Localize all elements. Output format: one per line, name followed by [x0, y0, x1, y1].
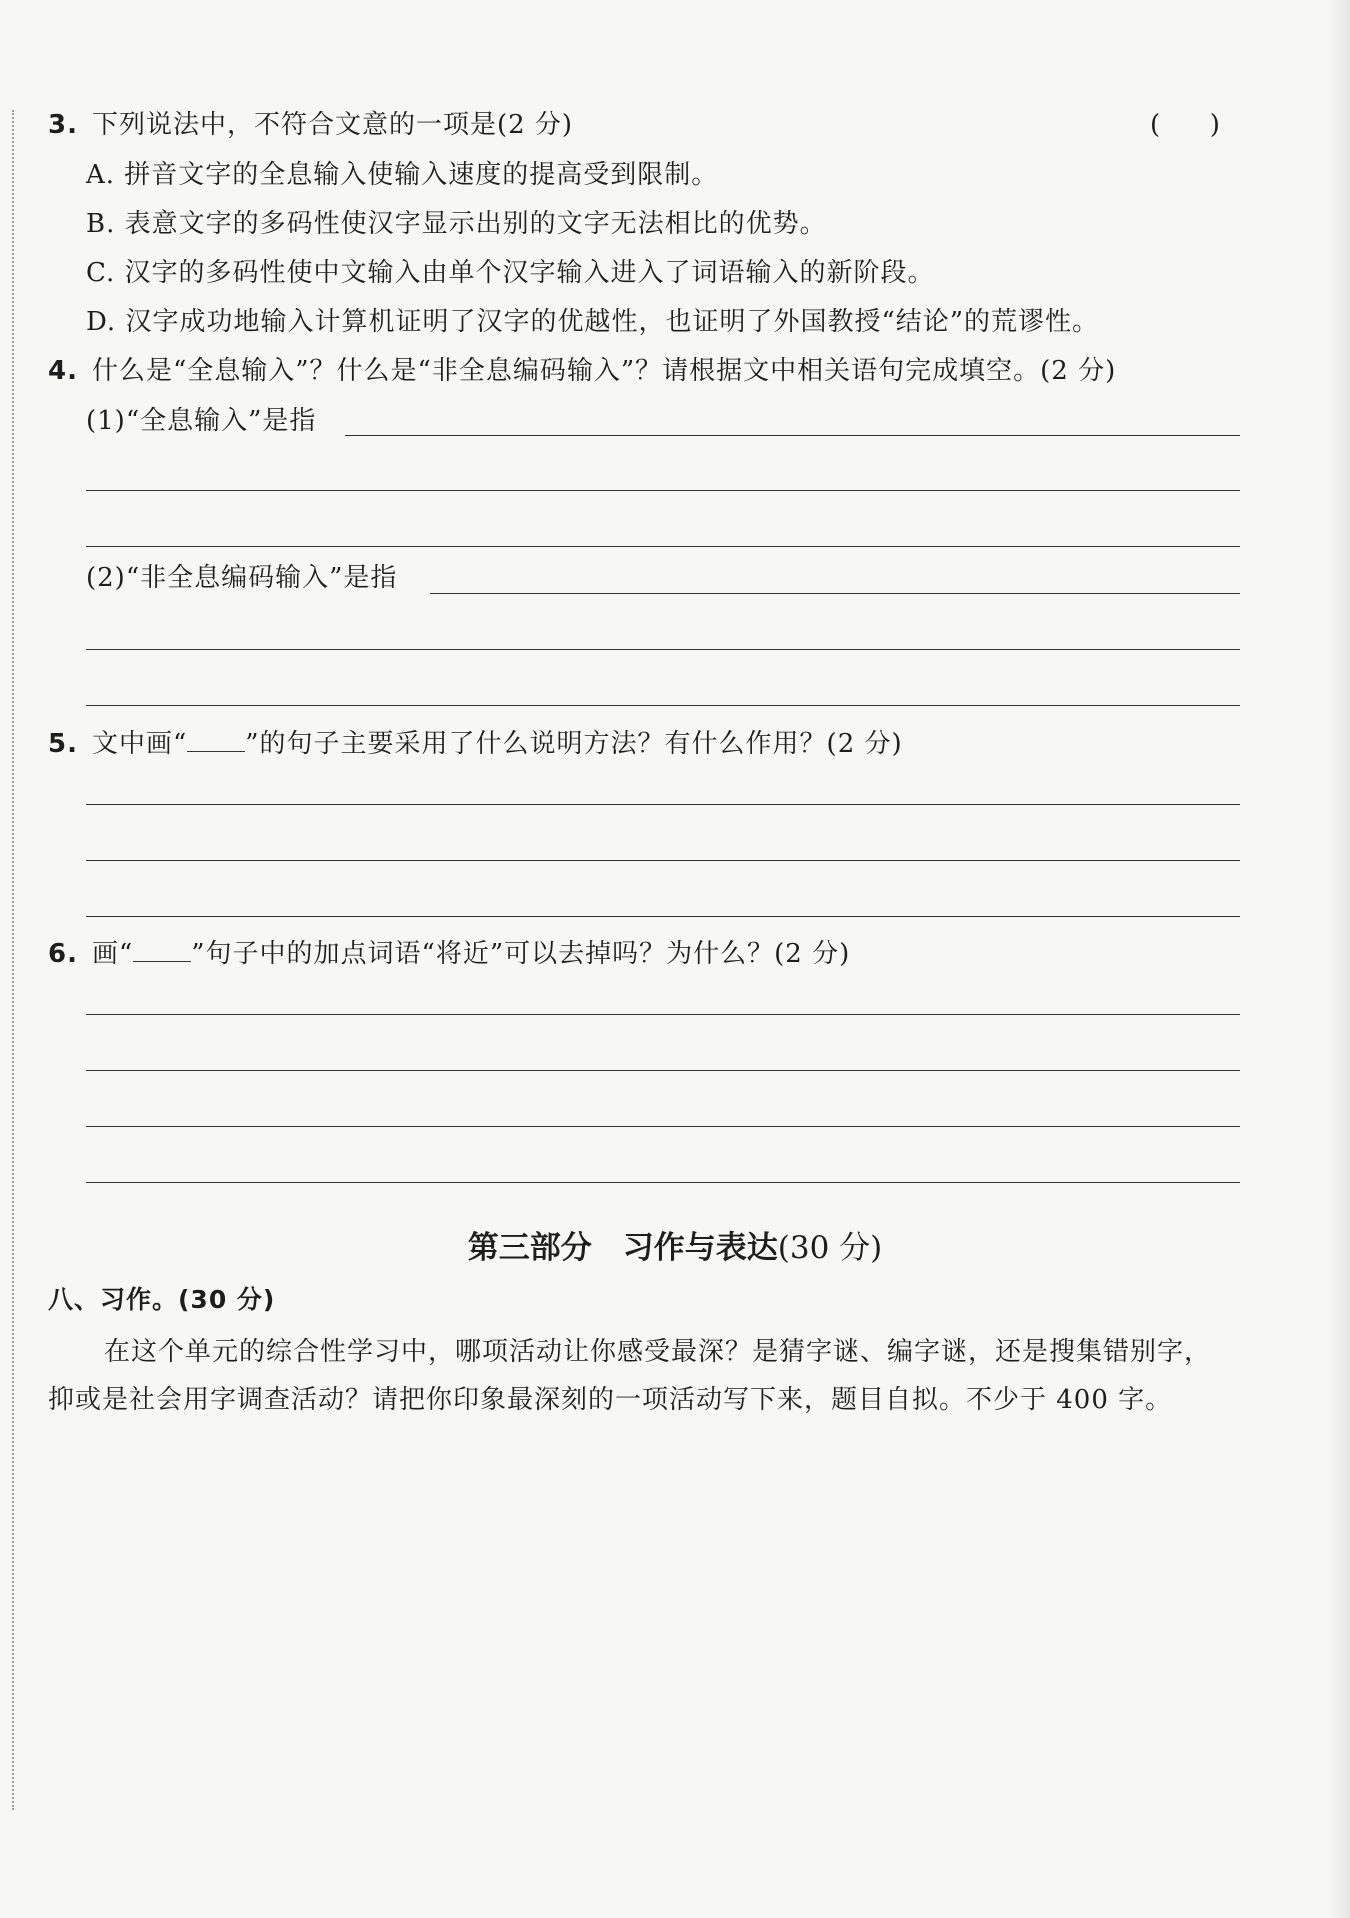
question-6-underline-marker	[133, 939, 191, 962]
question-6-text-after: ”句子中的加点词语“将近”可以去掉吗？为什么？(2 分)	[191, 939, 851, 969]
page-edge-shadow	[1328, 0, 1350, 1918]
question-3-option-c: C. 汉字的多码性使中文输入由单个汉字输入进入了词语输入的新阶段。	[86, 258, 935, 288]
question-8-prompt-line-2: 抑或是社会用字调查活动？请把你印象最深刻的一项活动写下来，题目自拟。不少于 400 字。	[48, 1385, 1173, 1415]
question-4-sub1-answer-line[interactable]	[345, 435, 1240, 436]
question-5-answer-line-1[interactable]	[86, 804, 1240, 805]
question-6-stem	[48, 937, 850, 971]
question-3-option-d: D. 汉字成功地输入计算机证明了汉字的优越性，也证明了外国教授“结论”的荒谬性。	[86, 307, 1100, 337]
question-4-sub1-answer-line-3[interactable]	[86, 546, 1240, 547]
question-6-answer-line-4[interactable]	[86, 1182, 1240, 1183]
question-3-stem	[48, 108, 573, 142]
question-4-sub2-label: (2)“非全息编码输入”是指	[86, 563, 398, 593]
question-3-number: 3.	[48, 110, 78, 140]
question-4-sub2-answer-line-3[interactable]	[86, 705, 1240, 706]
question-5-underline-marker	[187, 729, 245, 752]
question-5-text-after: ”的句子主要采用了什么说明方法？有什么作用？(2 分)	[245, 729, 903, 759]
question-4-sub2-answer-line[interactable]	[430, 593, 1240, 594]
part-3-title	[0, 1228, 1350, 1268]
question-3-option-a: A. 拼音文字的全息输入使输入速度的提高受到限制。	[86, 160, 719, 190]
part-3-score: (30 分)	[777, 1230, 883, 1266]
binding-margin-rule	[12, 110, 14, 1810]
question-6-answer-line-1[interactable]	[86, 1014, 1240, 1015]
question-6-text-before: 画“	[91, 939, 134, 969]
question-5-number: 5.	[48, 729, 78, 759]
question-8-heading: 八、习作。(30 分)	[48, 1285, 276, 1314]
question-4-sub1-answer-line-2[interactable]	[86, 490, 1240, 491]
question-6-number: 6.	[48, 939, 78, 969]
question-3-answer-blank[interactable]: ( )	[1150, 110, 1220, 140]
question-4-sub1-label: (1)“全息输入”是指	[86, 406, 317, 436]
question-3-text: 下列说法中，不符合文意的一项是(2 分)	[91, 110, 574, 140]
question-4-sub2-answer-line-2[interactable]	[86, 649, 1240, 650]
question-6-answer-line-3[interactable]	[86, 1126, 1240, 1127]
question-5-text-before: 文中画“	[91, 729, 188, 759]
question-3-option-b: B. 表意文字的多码性使汉字显示出别的文字无法相比的优势。	[86, 209, 827, 239]
question-5-answer-line-3[interactable]	[86, 916, 1240, 917]
question-4-stem	[48, 354, 1116, 388]
part-3-title-text: 第三部分 习作与表达	[467, 1230, 778, 1266]
question-4-text: 什么是“全息输入”？什么是“非全息编码输入”？请根据文中相关语句完成填空。(2 分)	[91, 356, 1117, 386]
question-6-answer-line-2[interactable]	[86, 1070, 1240, 1071]
question-5-stem	[48, 727, 903, 761]
question-4-number: 4.	[48, 356, 78, 386]
question-8-prompt-line-1: 在这个单元的综合性学习中，哪项活动让你感受最深？是猜字谜、编字谜，还是搜集错别字，	[104, 1337, 1212, 1367]
question-5-answer-line-2[interactable]	[86, 860, 1240, 861]
